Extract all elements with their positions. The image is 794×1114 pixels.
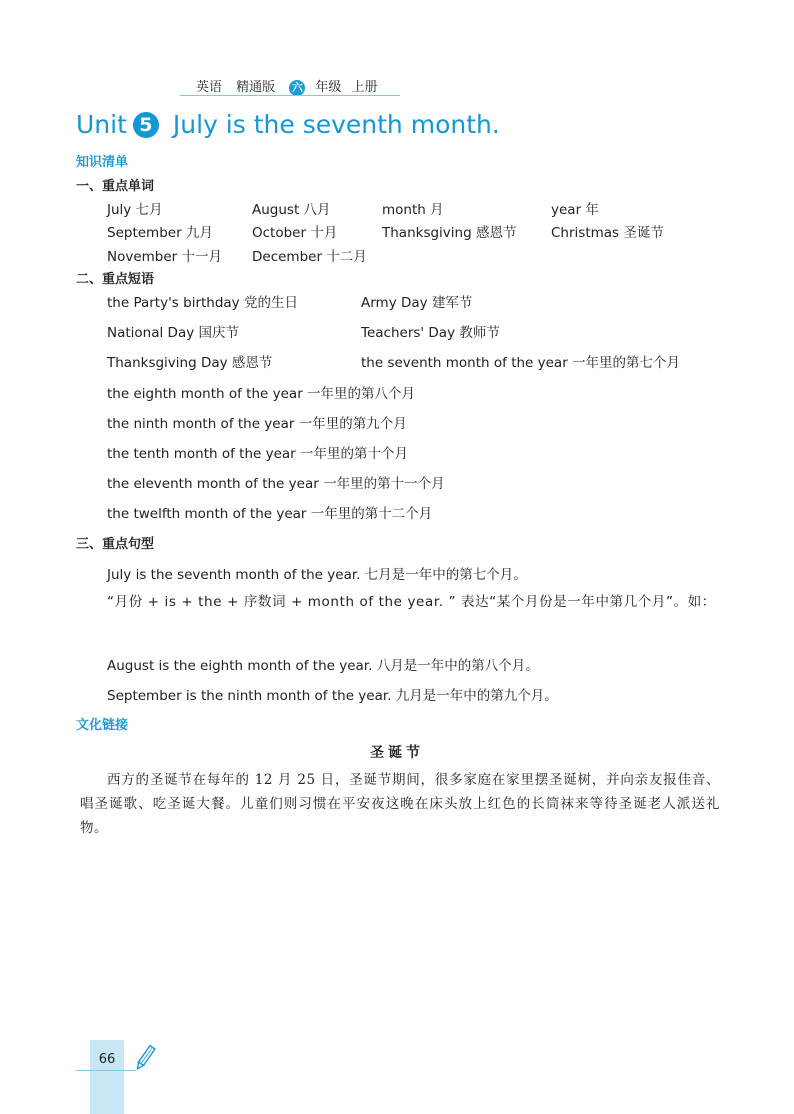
phrase-item: the twelfth month of the year 一年里的第十二个月	[107, 506, 433, 522]
pencil-icon	[132, 1043, 158, 1073]
phrase-item: the seventh month of the year 一年里的第七个月	[361, 355, 681, 371]
word-item: December 十二月	[252, 249, 367, 265]
phrase-item: the eleventh month of the year 一年里的第十一个月	[107, 476, 445, 492]
example-sentence: September is the ninth month of the year. 九月是一年中的第九个月。	[107, 688, 558, 704]
phrase-item: Teachers' Day 教师节	[361, 325, 500, 341]
word-item: October 十月	[252, 225, 338, 241]
culture-paragraph: 西方的圣诞节在每年的 12 月 25 日，圣诞节期间，很多家庭在家里摆圣诞树，并向亲友报佳音、唱圣诞歌、吃圣诞大餐。儿童们则习惯在平安夜这晚在床头放上红色的长筒袜来等待圣诞老人派送礼物。	[80, 772, 720, 836]
unit-heading: July is the seventh month.	[172, 110, 500, 139]
subject-label: 英语	[196, 80, 223, 95]
book-header	[196, 76, 387, 96]
word-item: November 十一月	[107, 249, 223, 265]
culture-link-label: 文化链接	[76, 718, 129, 733]
word-item: July 七月	[107, 202, 163, 218]
edition-label: 精通版	[236, 80, 276, 95]
pattern-explanation: “月份 + is + the + 序数词 + month of the year. ” 表达“某个月份是一年中第几个月”。如：	[107, 594, 716, 610]
phrase-item: National Day 国庆节	[107, 325, 239, 341]
footer-divider	[76, 1070, 136, 1071]
phrase-item: the eighth month of the year 一年里的第八个月	[107, 386, 416, 402]
section-heading-sentences: 三、重点句型	[76, 537, 155, 552]
page-title	[76, 110, 500, 144]
knowledge-list-label: 知识清单	[76, 155, 129, 170]
unit-number-badge: 5	[133, 112, 159, 138]
phrase-item: the Party's birthday 党的生日	[107, 295, 298, 311]
word-item: month 月	[382, 202, 444, 218]
culture-title: 圣诞节	[370, 745, 424, 761]
key-sentence: July is the seventh month of the year. 七月是一年中的第七个月。	[107, 567, 527, 583]
example-sentence: August is the eighth month of the year. 八月是一年中的第八个月。	[107, 658, 539, 674]
word-item: year 年	[551, 202, 599, 218]
section-heading-words: 一、重点单词	[76, 179, 155, 194]
grade-label: 年级	[315, 80, 342, 95]
phrase-item: Thanksgiving Day 感恩节	[107, 355, 273, 371]
word-item: September 九月	[107, 225, 213, 241]
grade-badge: 六	[289, 80, 305, 96]
page-number: 66	[98, 1052, 116, 1067]
word-item: Thanksgiving 感恩节	[382, 225, 517, 241]
unit-word: Unit	[76, 110, 127, 139]
section-heading-phrases: 二、重点短语	[76, 272, 155, 287]
phrase-item: Army Day 建军节	[361, 295, 473, 311]
header-divider	[180, 95, 400, 96]
phrase-item: the tenth month of the year 一年里的第十个月	[107, 446, 409, 462]
word-item: August 八月	[252, 202, 331, 218]
phrase-item: the ninth month of the year 一年里的第九个月	[107, 416, 407, 432]
word-item: Christmas 圣诞节	[551, 225, 664, 241]
volume-label: 上册	[351, 80, 378, 95]
